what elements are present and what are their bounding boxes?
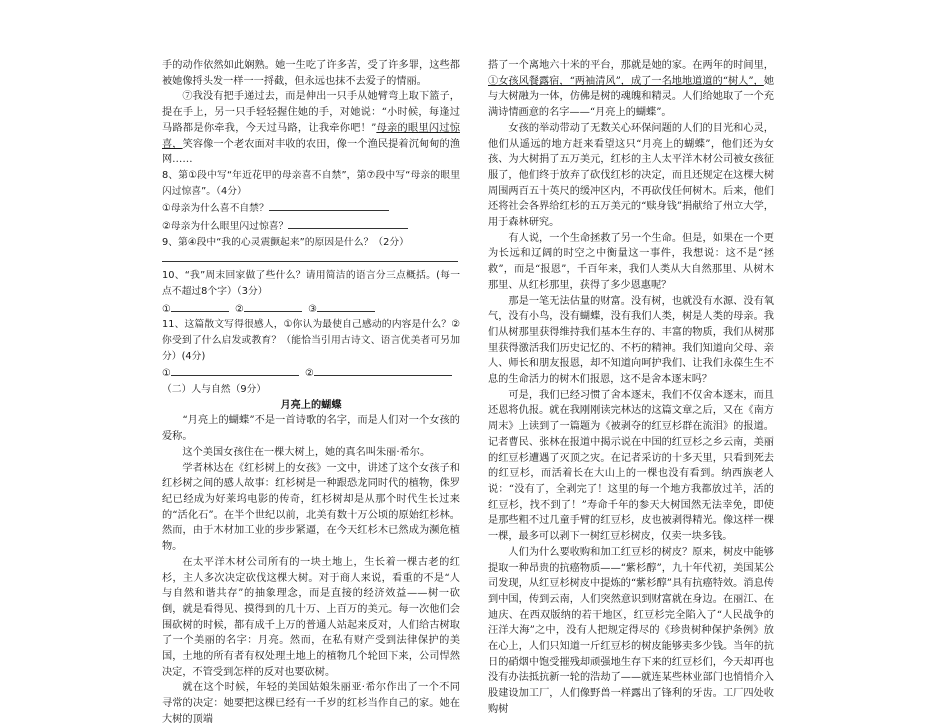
question-8-part-1 xyxy=(162,199,460,217)
article-paragraph-3: 学者林达在《红杉树上的女孩》一文中，讲述了这个女孩子和红杉树之间的感人故事：红杉树是一种跟恐龙同时代的植物，侏罗纪已经成为好莱坞电影的传奇，红杉树却是从那个时代生长过来的“活化石”。在半个世纪以前，北美有数十万公顷的原始红杉林。然而，由于木材加工业的步步紧逼，在今天红杉木已然成为濒危植物。 xyxy=(162,462,460,553)
underlined-sentence: 母亲的眼里闪过惊喜， xyxy=(162,122,460,150)
question-8-part-2-text: ②母亲为什么眼里闪过惊喜？ xyxy=(162,221,289,233)
question-8-part-2 xyxy=(162,217,460,235)
answer-line[interactable] xyxy=(171,300,229,312)
paragraph-7 xyxy=(162,89,460,168)
article-paragraph-1: “月亮上的蝴蝶”不是一首诗歌的名字，而是人们对一个女孩的爱称。 xyxy=(162,415,460,443)
question-10-answer-row xyxy=(162,300,460,318)
answer-mark-1: ① xyxy=(162,368,171,380)
paragraph-7-text-a: ⑦我没有把手递过去，而是伸出一只手从她臂弯上取下篮子，提在手上，另一只手轻轻握住她的手，对她说：“小时候，每逢过马路都是你牵我，今天过马路，让我牵你吧！” xyxy=(162,91,460,134)
article-paragraph-5-cont xyxy=(488,58,774,121)
underlined-sentence: ①女孩风餐露宿，“两袖清风”，成了一名地地道道的“树人”， xyxy=(488,75,764,87)
answer-line[interactable] xyxy=(288,217,408,229)
answer-mark-2: ② xyxy=(305,368,314,380)
answer-line[interactable] xyxy=(162,250,458,262)
question-11: 11、这篇散文写得很感人，①你认为最使自己感动的内容是什么？②你受到了什么启发或教育？（能恰当引用古诗文、语言优美者可另加分）(4分) xyxy=(162,319,460,362)
question-9-answer-row xyxy=(162,250,460,268)
left-column xyxy=(162,58,460,728)
paragraph-text-a: 搭了一个离地六十米的平台，那就是她的家。在两年的时间里， xyxy=(488,60,774,71)
article-paragraph-8: 那是一笔无法估量的财富。没有树，也就没有水源、没有氧气，没有小鸟，没有蝴蝶，没有我们人类，树是人类的母亲。我们从树那里获得维持我们基本生存的、丰富的物质，我们从树那里获得激活我们历史记忆的、不朽的精神。我们知道向父母、亲人、师长和朋友报恩，却不知道向呵护我们、让我们永葆生生不息的生命活力的树木们报恩，这不是舍本逐末吗？ xyxy=(488,295,774,386)
article-paragraph-2: 这个美国女孩住在一棵大树上，她的真名叫朱丽·希尔。 xyxy=(182,446,431,458)
article-paragraph-10: 人们为什么要收购和加工红豆杉的树皮？原来，树皮中能够提取一种昂贵的抗癌物质——“紫杉醇”，九十年代初，美国某公司发现，从红豆杉树皮中提炼的“紫杉醇”具有抗癌特效。消息传到中国，传到云南，人们突然意识到财富就在身边。在丽江、在迪庆、在西双版纳的若干地区，红豆杉完全陷入了“人民战争的汪洋大海”之中，没有人把规定得尽的《珍贵树种保护条例》放在心上，人们只知道一斤红豆杉的树皮能够卖多少钱。当年的抗日的硝烟中饱受摧残却顽强地生存下来的红豆杉们，今天却再也没有办法抵抗新一轮的浩劫了——就连某些林业部门也悄悄介入股建设加工厂，人们像野兽一样露出了锋利的牙齿。工厂四处收购树 xyxy=(488,546,774,715)
article-title: 月亮上的蝴蝶 xyxy=(280,398,342,411)
answer-mark-1: ① xyxy=(162,303,171,315)
answer-line[interactable] xyxy=(244,300,302,312)
article-paragraph-6: 女孩的举动带动了无数关心环保问题的人们的目光和心灵，他们从遥远的地方赶来看望这只“月亮上的蝴蝶”，他们还为女孩、为大树捐了五万美元，红杉的主人太平洋木材公司被女孩征服了，他们终于放弃了砍伐红杉的决定，而且还规定在这棵大树周围两百五十英尺的缓冲区内，不再砍伐任何树木。后来，他们还将社会各界给红杉的五万美元的“赎身钱”捐献给了州立大学，用于森林研究。 xyxy=(488,122,774,229)
article-paragraph-4: 在太平洋木材公司所有的一块土地上，生长着一棵古老的红杉，主人多次决定砍伐这棵大树。对于商人来说，看重的不是“人与自然和谐共存”的抽象理念，而是直接的经济效益——树一砍倒，就是看得见、摸得到的几十万、上百万的美元。每一次他们会围砍树的时候，都有成千上万的普通人站起来反对，人们给古树取了一个美丽的名字：月亮。然而，在私有财产受到法律保护的美国，土地的所有者有权处理土地上的植物几个轮回下来，公司悍然决定，不管受到怎样的反对也要砍树。 xyxy=(162,556,460,678)
article-paragraph-5: 就在这个时候，年轻的美国姑娘朱丽亚·希尔作出了一个不同寻常的决定：她要把这棵已经有一千岁的红杉当作自己的家。她在大树的顶端 xyxy=(162,682,460,725)
article-paragraph-9: 可是，我们已经习惯了舍本逐末，我们不仅舍本逐末，而且还恩将仇报。就在我刚刚读完林达的这篇文章之后，又在《南方周末》上读到了一篇题为《被剥夺的红豆杉群在流泪》的报道。记者曹民、张林在报道中揭示说在中国的红豆杉之乡云南，美丽的红豆杉遭遇了灭顶之灾。在记者采访的十多天里，只看到死去的红豆杉，而活着长在大山上的一棵也没有看到。纳西族老人说：“没有了，全剥完了！这里的每一个地方我都放过羊，活的红豆杉，找不到了！”寿命千年的参天大树国然无法幸免，即使是那些粗不过几童手臂的红豆杉，皮也被剥得精光。像这样一棵一棵，最多可以剥下一树红豆杉树皮，仅卖一块多钱。 xyxy=(488,389,774,543)
answer-line[interactable] xyxy=(171,364,299,376)
paragraph-text-b: 她与大树融为一体，仿佛是树的魂魄和精灵。人们给她取了一个充满诗情画意的名字——“月亮上的蝴蝶”。 xyxy=(488,75,774,119)
answer-line[interactable] xyxy=(317,300,375,312)
answer-line[interactable] xyxy=(314,364,452,376)
right-column xyxy=(488,58,774,718)
paragraph-7-text-b: 笑容像一个老农面对丰收的农田，像一个渔民提着沉甸甸的渔网…… xyxy=(162,138,461,166)
paragraph-6-ending: 手的动作依然如此娴熟。她一生吃了许多苦，受了许多罪，这些都被她像捋头发一样一一捋截，但永远也抹不去爱子的情丽。 xyxy=(162,60,460,87)
question-8: 8、第①段中写“年近花甲的母亲喜不自禁”，第⑦段中写“母亲的眼里闪过惊喜”。（4分） xyxy=(162,169,460,197)
question-9: 9、第④段中“我的心灵震颤起来”的原因是什么？（2分） xyxy=(162,236,409,248)
article-paragraph-7: 有人说，一个生命拯救了另一个生命。但是，如果在一个更为长远和辽阔的时空之中衡量这一事件，我想说：这不是“拯救”，而是“报恩”，千百年来，我们人类从大自然那里、从树木那里、从红杉那里，获得了多少恩惠呢？ xyxy=(488,232,774,291)
answer-line[interactable] xyxy=(269,199,389,211)
question-8-part-1-text: ①母亲为什么喜不自禁？ xyxy=(162,203,269,215)
question-10: 10、“我”周末回家做了些什么？请用简洁的语言分三点概括。(每一点不超过8个字）（3分） xyxy=(162,270,460,297)
answer-mark-3: ③ xyxy=(308,303,317,315)
answer-mark-2: ② xyxy=(235,303,244,315)
question-11-answer-row xyxy=(162,364,460,382)
section-heading: （二）人与自然（9分） xyxy=(162,384,267,396)
